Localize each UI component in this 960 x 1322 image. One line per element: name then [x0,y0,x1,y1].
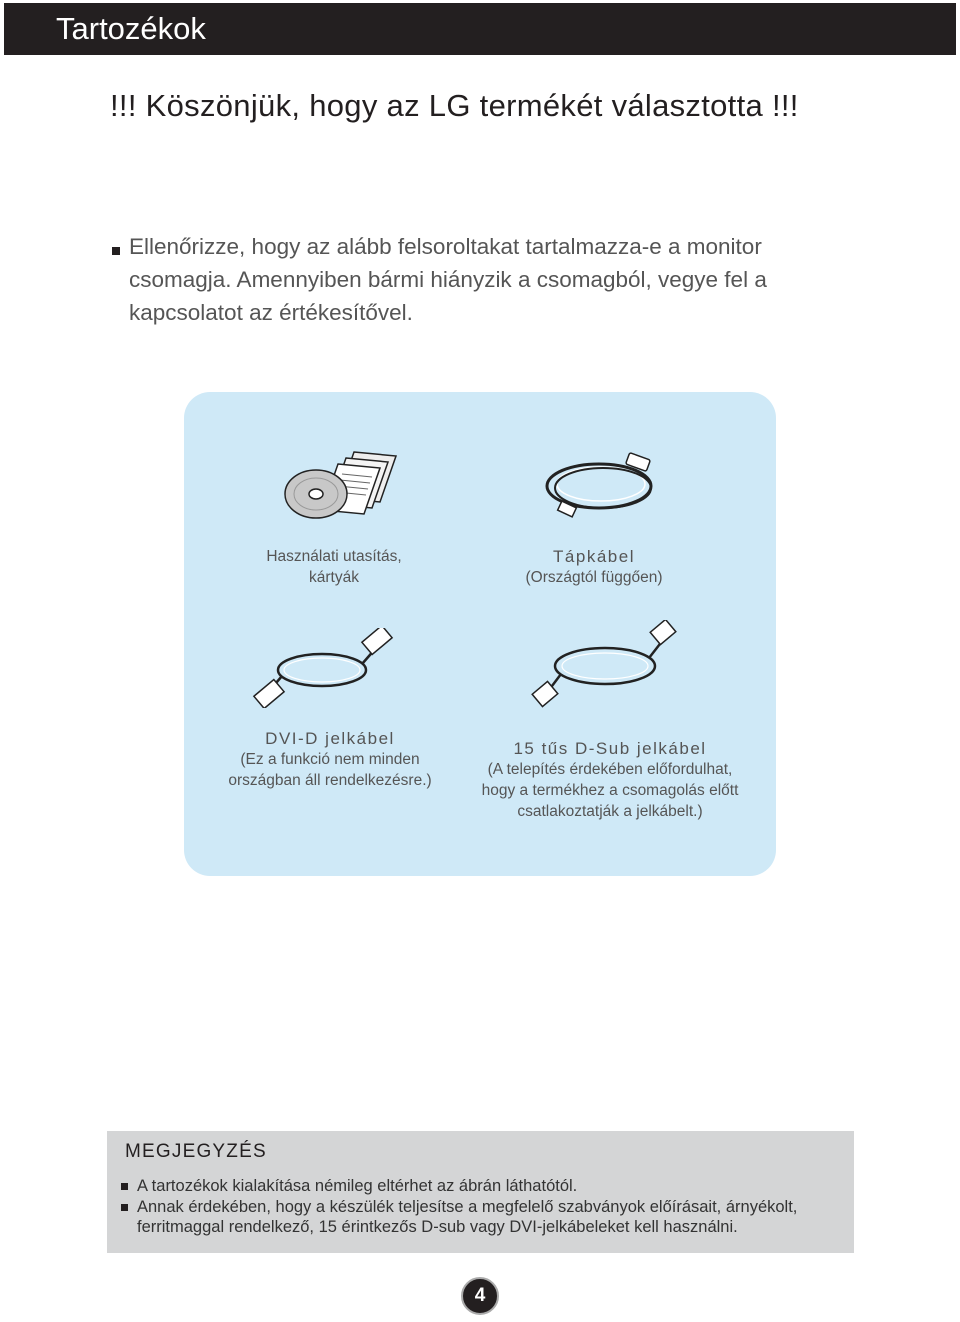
cd-manual-icon [284,450,399,522]
accessory-desc: (Ez a funkció nem minden országban áll rendelkezésre.) [228,751,432,789]
accessory-desc: (Országtól függően) [525,569,663,586]
accessory-title: DVI-D jelkábel [265,729,395,748]
bullet-icon [121,1204,128,1211]
bullet-icon [121,1183,128,1190]
thank-you-heading: !!! Köszönjük, hogy az LG termékét választotta !!! [110,88,799,123]
note-box [107,1131,854,1253]
accessory-desc: kártyák [309,569,359,586]
intro-text: Ellenőrizze, hogy az alább felsoroltakat tartalmazza-e a monitor csomagja. Amennyiben bármi hiányzik a csomagból, vegye fel a kapcsolatot az értékesítővel. [129,234,767,325]
accessory-title: Tápkábel [553,547,635,566]
page-number: 4 [461,1277,499,1315]
accessory-dvi-cable [220,728,440,791]
header-bar [4,3,956,55]
accessory-title: Használati utasítás, [266,548,402,565]
note-item: Annak érdekében, hogy a készülék teljesítse a megfelelő szabványok előírásait, árnyékolt, ferritmaggal rendelkező, 15 érintkezős D-sub vagy DVI-jelkábeleket kell használni. [137,1198,798,1236]
note-title: MEGJEGYZÉS [125,1141,267,1162]
note-item: A tartozékok kialakítása némileg eltérhet az ábrán láthatótól. [137,1177,578,1195]
dsub-cable-icon [529,620,679,710]
dvi-cable-icon [252,628,397,708]
accessory-title: 15 tűs D-Sub jelkábel [513,739,707,758]
page-title: Tartozékok [56,11,206,46]
accessory-power-cable [484,546,704,588]
accessory-dsub-cable [480,738,740,822]
accessory-desc: (A telepítés érdekében előfordulhat, hogy a termékhez a csomagolás előtt csatlakoztatják a jelkábelt.) [481,761,739,820]
accessory-manual [224,546,444,588]
accessories-panel [184,392,776,876]
power-cable-icon [539,450,669,520]
bullet-icon [112,247,120,255]
